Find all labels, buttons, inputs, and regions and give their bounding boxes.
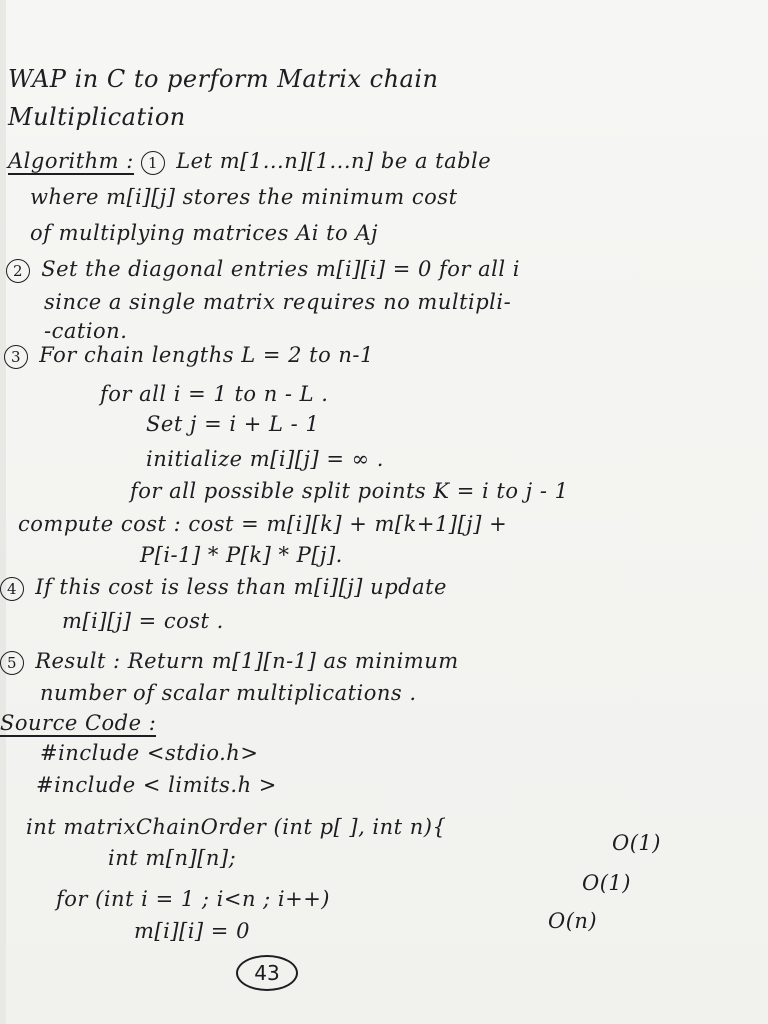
- step1-line-b: where m[i][j] stores the minimum cost: [30, 185, 458, 209]
- step3-line-b: for all i = 1 to n - L .: [100, 382, 329, 406]
- title-line-2: Multiplication: [8, 103, 186, 131]
- code-line-5: for (int i = 1 ; i<n ; i++): [56, 887, 330, 911]
- page-binding-edge: [0, 0, 6, 1024]
- step3-line-d: initialize m[i][j] = ∞ .: [146, 447, 384, 471]
- step4-row: [0, 574, 447, 601]
- step3-line-f: compute cost : cost = m[i][k] + m[k+1][j] +: [18, 512, 508, 536]
- step4-line-b: m[i][j] = cost .: [62, 609, 224, 633]
- step3-line-g: P[i-1] * P[k] * P[j].: [140, 543, 343, 567]
- step-number-4: 4: [0, 577, 24, 601]
- code-line-4: int m[n][n];: [108, 846, 237, 870]
- complexity-note-2: O(1): [582, 871, 631, 895]
- title-line-1: WAP in C to perform Matrix chain: [8, 65, 439, 93]
- step1-line-a: Let m[1...n][1...n] be a table: [176, 149, 492, 173]
- complexity-note-3: O(n): [548, 909, 598, 933]
- step3-line-e: for all possible split points K = i to j - 1: [130, 479, 569, 503]
- step4-line-a: If this cost is less than m[i][j] update: [35, 575, 447, 599]
- algorithm-section: [8, 148, 491, 175]
- step5-row: [0, 648, 459, 675]
- step-number-1: 1: [141, 151, 165, 175]
- algorithm-heading: Algorithm :: [8, 149, 134, 173]
- complexity-note-1: O(1): [612, 831, 661, 855]
- step2-line-a: Set the diagonal entries m[i][i] = 0 for all i: [41, 257, 520, 281]
- step2-line-c: -cation.: [44, 319, 128, 343]
- code-line-6: m[i][i] = 0: [134, 919, 250, 943]
- step2-row: [6, 256, 520, 283]
- code-line-1: #include <stdio.h>: [40, 741, 259, 765]
- page-number: 43: [236, 955, 298, 991]
- code-line-3: int matrixChainOrder (int p[ ], int n){: [26, 815, 447, 839]
- code-line-2: #include < limits.h >: [36, 773, 277, 797]
- source-code-heading-text: Source Code :: [0, 711, 157, 735]
- step1-line-c: of multiplying matrices Ai to Aj: [30, 221, 379, 245]
- step3-row: [4, 342, 374, 369]
- source-code-heading: [0, 710, 156, 736]
- step3-line-a: For chain lengths L = 2 to n-1: [39, 343, 374, 367]
- step2-line-b: since a single matrix requires no multipli-: [44, 290, 512, 314]
- step5-line-a: Result : Return m[1][n-1] as minimum: [35, 649, 459, 673]
- step-number-5: 5: [0, 651, 24, 675]
- step5-line-b: number of scalar multiplications .: [40, 681, 417, 705]
- step3-line-c: Set j = i + L - 1: [146, 412, 320, 436]
- step-number-2: 2: [6, 259, 30, 283]
- step-number-3: 3: [4, 345, 28, 369]
